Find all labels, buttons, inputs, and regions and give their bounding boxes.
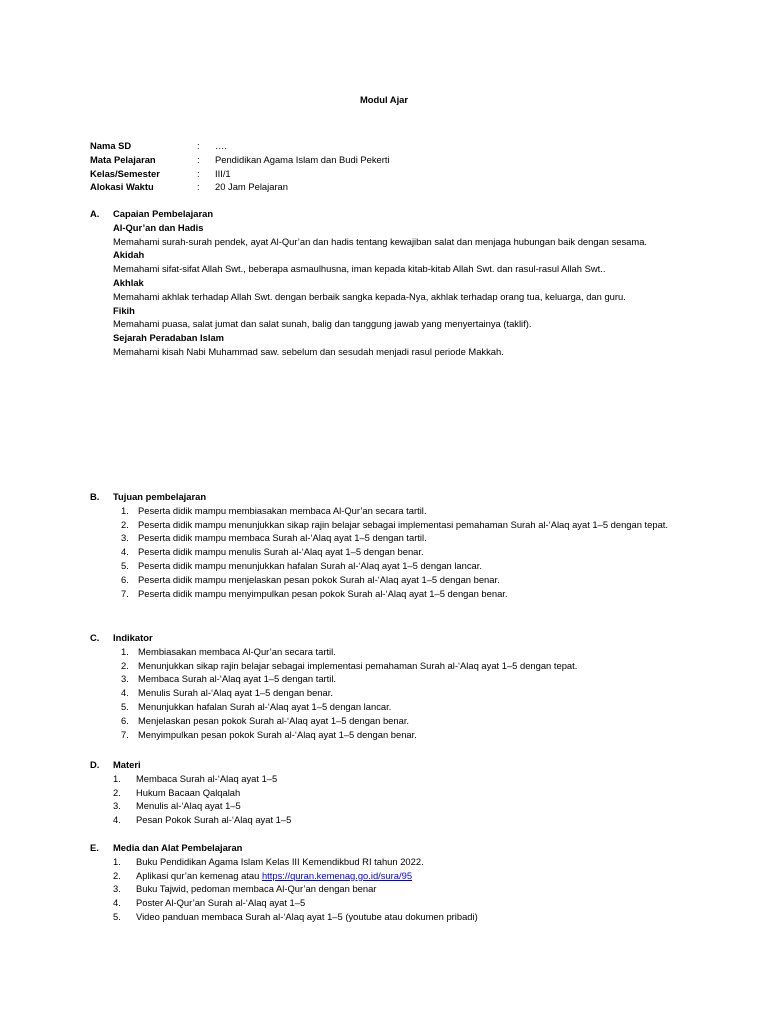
section-heading xyxy=(90,758,677,772)
list-number: 5. xyxy=(113,910,121,922)
section-letter: C. xyxy=(90,632,100,643)
list-number: 1. xyxy=(121,504,129,516)
list-number: 7. xyxy=(121,587,129,599)
list-number: 2. xyxy=(121,518,129,530)
list-text: Menulis Surah al-‘Alaq ayat 1–5 dengan benar. xyxy=(138,687,333,699)
list-text: Video panduan membaca Surah al-‘Alaq ayat 1–5 (youtube atau dokumen pribadi) xyxy=(136,910,478,922)
list-item xyxy=(113,531,677,545)
list-number: 5. xyxy=(121,700,129,712)
info-label: Alokasi Waktu xyxy=(90,181,154,193)
list-number: 3. xyxy=(121,673,129,685)
list-item xyxy=(113,799,677,813)
list-item xyxy=(113,573,677,587)
ordered-list xyxy=(113,645,677,742)
list-text: Peserta didik mampu menjelaskan pesan pokok Surah al-‘Alaq ayat 1–5 dengan benar. xyxy=(138,573,500,585)
list-item xyxy=(113,910,677,924)
list-item xyxy=(113,518,677,532)
list-text: Menunjukkan hafalan Surah al-‘Alaq ayat 1–5 dengan lancar. xyxy=(138,700,392,712)
list-text: Peserta didik mampu menunjukkan sikap rajin belajar sebagai implementasi pemahaman Surah al-‘Alaq ayat 1–5 dengan tepat. xyxy=(138,518,668,530)
info-label: Mata Pelajaran xyxy=(90,153,156,165)
info-value: Pendidikan Agama Islam dan Budi Pekerti xyxy=(215,153,390,165)
list-text: Menulis al-‘Alaq ayat 1–5 xyxy=(136,800,241,812)
list-item xyxy=(113,813,677,827)
paragraph: Memahami puasa, salat jumat dan salat sunah, balig dan tanggung jawab yang menyertainya (taklif). xyxy=(113,318,532,330)
list-number: 4. xyxy=(113,814,121,826)
list-number: 5. xyxy=(121,559,129,571)
list-number: 6. xyxy=(121,714,129,726)
list-number: 3. xyxy=(113,883,121,895)
list-text: Menjelaskan pesan pokok Surah al-‘Alaq ayat 1–5 dengan benar. xyxy=(138,714,410,726)
list-number: 6. xyxy=(121,573,129,585)
info-row xyxy=(90,139,690,153)
section-heading xyxy=(90,207,677,221)
info-colon: : xyxy=(197,181,200,193)
list-number: 3. xyxy=(113,800,121,812)
subheading: Akidah xyxy=(113,249,145,261)
list-item xyxy=(113,559,677,573)
list-item xyxy=(113,659,677,673)
quran-kemenag-link[interactable]: https://quran.kemenag.go.id/sura/95 xyxy=(261,869,413,881)
list-number: 2. xyxy=(113,869,121,881)
section-heading xyxy=(90,490,677,504)
list-number: 4. xyxy=(121,546,129,558)
list-item xyxy=(113,672,677,686)
section-title: Materi xyxy=(113,759,141,770)
section-title: Indikator xyxy=(113,632,153,643)
list-text: Poster Al-Qur’an Surah al-‘Alaq ayat 1–5 xyxy=(136,897,306,909)
list-text: Menunjukkan sikap rajin belajar sebagai implementasi pemahaman Surah al-‘Alaq ayat 1–5 dengan tepat. xyxy=(138,659,578,671)
list-text: Buku Tajwid, pedoman membaca Al-Qur’an dengan benar xyxy=(136,883,377,895)
list-item xyxy=(113,772,677,786)
section-title: Tujuan pembelajaran xyxy=(113,491,207,502)
list-number: 4. xyxy=(121,687,129,699)
paragraph: Memahami surah-surah pendek, ayat Al-Qur’an dan hadis tentang kewajiban salat dan menjaga hubungan baik dengan sesama. xyxy=(113,235,648,247)
list-text-prefix: Aplikasi qur’an kemenag atau xyxy=(136,869,262,881)
subheading: Sejarah Peradaban Islam xyxy=(113,332,224,344)
info-row xyxy=(90,180,690,194)
section-tujuan xyxy=(90,490,677,600)
list-item xyxy=(113,700,677,714)
list-item xyxy=(113,855,677,869)
section-letter: B. xyxy=(90,491,100,502)
section-title: Capaian Pembelajaran xyxy=(113,208,214,219)
list-text: Menyimpulkan pesan pokok Surah al-‘Alaq ayat 1–5 dengan benar. xyxy=(138,728,417,740)
section-title: Media dan Alat Pembelajaran xyxy=(113,842,243,853)
info-value: …. xyxy=(215,140,227,151)
section-letter: E. xyxy=(90,842,99,853)
ordered-list xyxy=(113,855,677,924)
list-number: 2. xyxy=(113,786,121,798)
ordered-list xyxy=(113,772,677,827)
list-item xyxy=(113,686,677,700)
list-item xyxy=(113,728,677,742)
info-colon: : xyxy=(197,140,200,151)
info-colon: : xyxy=(197,153,200,165)
list-text: Peserta didik mampu membiasakan membaca Al-Qur’an secara tartil. xyxy=(138,504,427,516)
list-number: 1. xyxy=(113,772,121,784)
list-text: Peserta didik mampu menulis Surah al-‘Alaq ayat 1–5 dengan benar. xyxy=(138,546,424,558)
list-number: 3. xyxy=(121,532,129,544)
paragraph: Memahami sifat-sifat Allah Swt., beberapa asmaulhusna, iman kepada kitab-kitab Allah Swt. dan rasul-rasul Allah Swt.. xyxy=(113,263,606,275)
list-number: 2. xyxy=(121,659,129,671)
list-item xyxy=(113,786,677,800)
list-text: Peserta didik mampu menunjukkan hafalan Surah al-‘Alaq ayat 1–5 dengan lancar. xyxy=(138,559,482,571)
list-item xyxy=(113,882,677,896)
section-indikator xyxy=(90,631,677,741)
info-colon: : xyxy=(197,167,200,179)
list-item xyxy=(113,869,677,883)
list-item xyxy=(113,896,677,910)
subheading: Al-Qur’an dan Hadis xyxy=(113,221,204,233)
list-text: Buku Pendidikan Agama Islam Kelas III Kemendikbud RI tahun 2022. xyxy=(136,855,424,867)
section-capaian xyxy=(90,207,677,359)
list-number: 1. xyxy=(113,855,121,867)
subheading: Fikih xyxy=(113,304,135,316)
identity-table xyxy=(90,139,690,194)
list-text: Hukum Bacaan Qalqalah xyxy=(136,786,241,798)
list-text: Membiasakan membaca Al-Qur’an secara tartil. xyxy=(138,645,336,657)
list-text: Membaca Surah al-‘Alaq ayat 1–5 xyxy=(136,772,278,784)
list-text: Pesan Pokok Surah al-‘Alaq ayat 1–5 xyxy=(136,814,292,826)
info-value: 20 Jam Pelajaran xyxy=(215,181,288,193)
list-item xyxy=(113,545,677,559)
section-letter: A. xyxy=(90,208,100,219)
list-text xyxy=(136,869,412,883)
list-item xyxy=(113,645,677,659)
list-number: 7. xyxy=(121,728,129,740)
info-row xyxy=(90,167,690,181)
subheading: Akhlak xyxy=(113,276,144,288)
paragraph: Memahami kisah Nabi Muhammad saw. sebelum dan sesudah menjadi rasul periode Makkah. xyxy=(113,345,504,357)
list-text: Membaca Surah al-‘Alaq ayat 1–5 dengan tartil. xyxy=(138,673,337,685)
list-number: 1. xyxy=(121,645,129,657)
info-label: Nama SD xyxy=(90,140,132,151)
list-item xyxy=(113,504,677,518)
section-letter: D. xyxy=(90,759,100,770)
info-value: III/1 xyxy=(215,167,231,179)
page-title: Modul Ajar xyxy=(359,94,409,105)
list-item xyxy=(113,714,677,728)
paragraph: Memahami akhlak terhadap Allah Swt. dengan berbaik sangka kepada-Nya, akhlak terhadap orang tua, keluarga, dan guru. xyxy=(113,290,626,302)
list-number: 4. xyxy=(113,897,121,909)
list-text: Peserta didik mampu membaca Surah al-‘Alaq ayat 1–5 dengan tartil. xyxy=(138,532,427,544)
info-label: Kelas/Semester xyxy=(90,167,160,179)
section-heading xyxy=(90,841,677,855)
list-text: Peserta didik mampu menyimpulkan pesan pokok Surah al-‘Alaq ayat 1–5 dengan benar. xyxy=(138,587,508,599)
ordered-list xyxy=(113,504,677,601)
section-media xyxy=(90,841,677,924)
list-item xyxy=(113,587,677,601)
section-heading xyxy=(90,631,677,645)
section-body xyxy=(113,221,677,359)
section-materi xyxy=(90,758,677,827)
info-row xyxy=(90,153,690,167)
